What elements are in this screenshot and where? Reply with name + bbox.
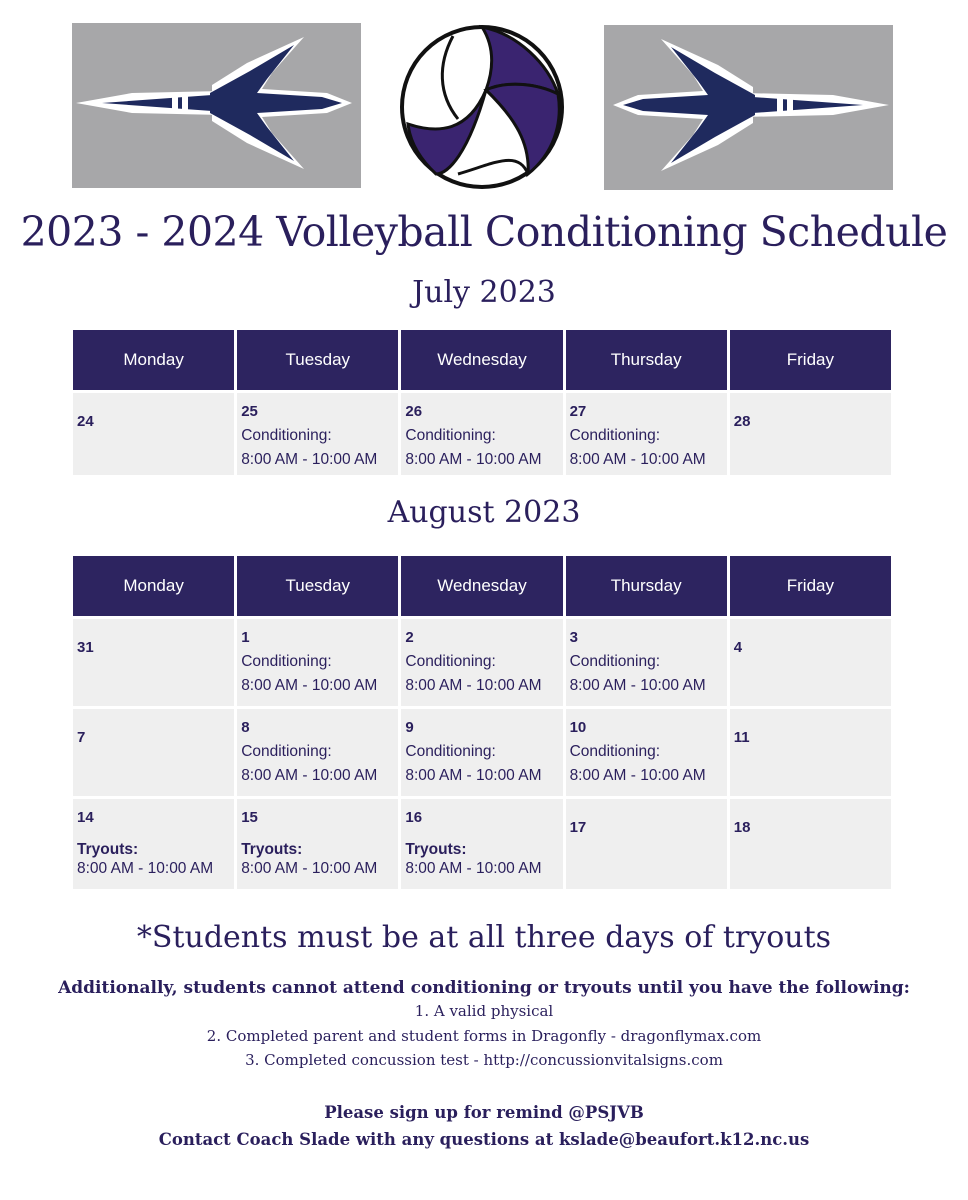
remind-signup-text: Please sign up for remind @PSJVB: [324, 1103, 644, 1122]
day-number: 27: [569, 403, 587, 420]
session-time: 8:00 AM - 10:00 AM: [241, 767, 378, 784]
day-number: 26: [405, 403, 423, 420]
calendar-day-cell: [401, 799, 562, 889]
july-calendar: [70, 327, 894, 478]
day-number: 15: [241, 809, 258, 826]
requirement-item: 1. A valid physical: [414, 1002, 554, 1020]
tryouts-label: Tryouts:: [241, 841, 303, 858]
header-tuesday: Tuesday: [237, 330, 398, 390]
calendar-day-cell: [730, 799, 891, 889]
calendar-week-row: [73, 799, 891, 889]
weekday-header-row: [73, 556, 891, 616]
session-time: 8:00 AM - 10:00 AM: [405, 767, 542, 784]
session-time: 8:00 AM - 10:00 AM: [405, 860, 542, 877]
calendar-day-cell: [237, 619, 398, 706]
calendar-week-row: [73, 709, 891, 796]
calendar-day-cell: [73, 709, 234, 796]
conditioning-label: Conditioning:: [241, 743, 332, 760]
july-month-title: July 2023: [412, 275, 556, 310]
calendar-day-cell: [73, 393, 234, 475]
page-title: 2023 - 2024 Volleyball Conditioning Schedule: [20, 208, 948, 256]
session-time: 8:00 AM - 10:00 AM: [405, 677, 542, 694]
day-number: 4: [733, 639, 743, 656]
conditioning-label: Conditioning:: [405, 743, 496, 760]
session-time: 8:00 AM - 10:00 AM: [241, 677, 378, 694]
session-time: 8:00 AM - 10:00 AM: [405, 451, 542, 468]
day-number: 2: [405, 629, 414, 646]
session-time: 8:00 AM - 10:00 AM: [77, 860, 214, 877]
header-friday: Friday: [730, 556, 891, 616]
day-number: 11: [733, 729, 750, 746]
requirement-item: 2. Completed parent and student forms in Dragonfly - dragonflymax.com: [206, 1027, 762, 1045]
day-number: 28: [733, 413, 751, 430]
header-monday: Monday: [73, 556, 234, 616]
august-calendar: [70, 553, 894, 892]
day-number: 7: [77, 729, 86, 746]
day-number: 3: [569, 629, 578, 646]
conditioning-label: Conditioning:: [241, 653, 332, 670]
trident-logo-left: [72, 23, 361, 188]
day-number: 24: [77, 413, 94, 430]
calendar-day-cell: [237, 393, 398, 475]
volleyball-icon: [398, 24, 566, 190]
day-number: 25: [241, 403, 258, 420]
calendar-day-cell: [401, 709, 562, 796]
tryouts-label: Tryouts:: [77, 841, 139, 858]
day-number: 18: [733, 819, 751, 836]
calendar-day-cell: [566, 393, 727, 475]
trident-icon: [72, 23, 361, 188]
day-number: 16: [405, 809, 423, 826]
day-number: 9: [405, 719, 414, 736]
session-time: 8:00 AM - 10:00 AM: [241, 860, 378, 877]
session-time: 8:00 AM - 10:00 AM: [569, 767, 706, 784]
trident-icon: [604, 25, 893, 190]
header-monday: Monday: [73, 330, 234, 390]
calendar-day-cell: [401, 619, 562, 706]
calendar-day-cell: [566, 619, 727, 706]
requirements-heading: Additionally, students cannot attend conditioning or tryouts until you have the following:: [58, 978, 910, 998]
header-wednesday: Wednesday: [401, 556, 562, 616]
header-friday: Friday: [730, 330, 891, 390]
calendar-day-cell: [73, 799, 234, 889]
day-number: 1: [241, 629, 250, 646]
august-month-title: August 2023: [387, 495, 581, 530]
conditioning-label: Conditioning:: [405, 653, 496, 670]
calendar-day-cell: [566, 799, 727, 889]
header-tuesday: Tuesday: [237, 556, 398, 616]
conditioning-label: Conditioning:: [405, 427, 496, 444]
calendar-day-cell: [237, 799, 398, 889]
calendar-day-cell: [730, 619, 891, 706]
requirement-item: 3. Completed concussion test - http://concussionvitalsigns.com: [245, 1051, 723, 1069]
tryouts-label: Tryouts:: [405, 841, 467, 858]
header-thursday: Thursday: [566, 556, 727, 616]
conditioning-label: Conditioning:: [241, 427, 332, 444]
conditioning-label: Conditioning:: [569, 427, 661, 444]
session-time: 8:00 AM - 10:00 AM: [569, 677, 706, 694]
day-number: 17: [569, 819, 587, 836]
session-time: 8:00 AM - 10:00 AM: [241, 451, 378, 468]
tryout-attendance-note: *Students must be at all three days of tryouts: [136, 920, 832, 955]
day-number: 31: [77, 639, 94, 656]
calendar-day-cell: [730, 709, 891, 796]
calendar-day-cell: [237, 709, 398, 796]
calendar-day-cell: [730, 393, 891, 475]
contact-info: Contact Coach Slade with any questions at kslade@beaufort.k12.nc.us: [158, 1130, 810, 1149]
calendar-day-cell: [566, 709, 727, 796]
day-number: 10: [569, 719, 587, 736]
conditioning-label: Conditioning:: [569, 653, 661, 670]
header-thursday: Thursday: [566, 330, 727, 390]
session-time: 8:00 AM - 10:00 AM: [569, 451, 706, 468]
day-number: 8: [241, 719, 250, 736]
calendar-week-row: [73, 393, 891, 475]
weekday-header-row: [73, 330, 891, 390]
conditioning-label: Conditioning:: [569, 743, 661, 760]
calendar-day-cell: [73, 619, 234, 706]
calendar-day-cell: [401, 393, 562, 475]
header-wednesday: Wednesday: [401, 330, 562, 390]
calendar-week-row: [73, 619, 891, 706]
day-number: 14: [77, 809, 94, 826]
trident-logo-right: [604, 25, 893, 190]
